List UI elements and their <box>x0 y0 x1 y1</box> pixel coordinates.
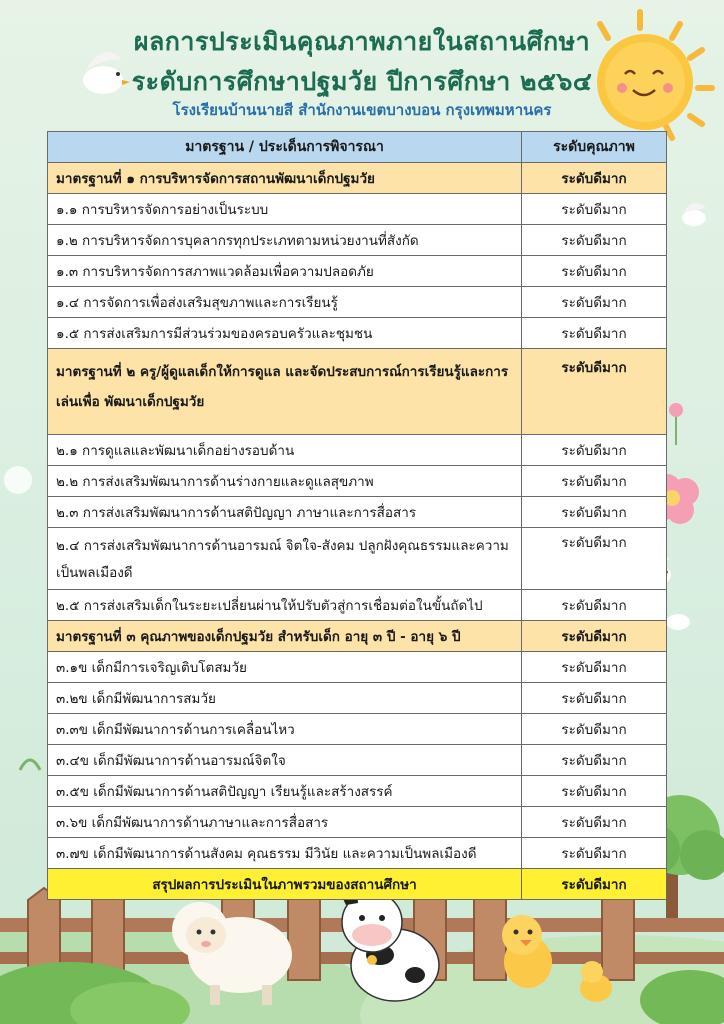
summary-level: ระดับดีมาก <box>522 869 667 900</box>
item-text: ๓.๒ข เด็กมีพัฒนาการสมวัย <box>48 683 522 714</box>
table-row <box>48 838 667 869</box>
standard-row <box>48 621 667 652</box>
quality-level: ระดับดีมาก <box>522 838 667 869</box>
quality-level: ระดับดีมาก <box>522 683 667 714</box>
item-text: ๒.๔ การส่งเสริมพัฒนาการด้านอารมณ์ จิตใจ-สังคม ปลูกฝังคุณธรรมและความเป็นพลเมืองดี <box>48 528 522 590</box>
item-text: ๓.๕ข เด็กมีพัฒนาการด้านสติปัญญา เรียนรู้และสร้างสรรค์ <box>48 776 522 807</box>
table-row <box>48 745 667 776</box>
assessment-table <box>47 131 666 900</box>
page-header <box>0 0 724 130</box>
table-row <box>48 683 667 714</box>
summary-text: สรุปผลการประเมินในภาพรวมของสถานศึกษา <box>48 869 522 900</box>
quality-level: ระดับดีมาก <box>522 225 667 256</box>
item-text: ๑.๓ การบริหารจัดการสภาพแวดล้อมเพื่อความปลอดภัย <box>48 256 522 287</box>
quality-level: ระดับดีมาก <box>522 590 667 621</box>
table-row <box>48 194 667 225</box>
quality-level: ระดับดีมาก <box>522 714 667 745</box>
summary-row <box>48 869 667 900</box>
standard-row <box>48 349 667 435</box>
table-row <box>48 497 667 528</box>
item-text: ๑.๑ การบริหารจัดการอย่างเป็นระบบ <box>48 194 522 225</box>
quality-level: ระดับดีมาก <box>522 194 667 225</box>
table-row <box>48 776 667 807</box>
table-row <box>48 652 667 683</box>
table-row <box>48 807 667 838</box>
table-row <box>48 590 667 621</box>
item-text: ๑.๔ การจัดการเพื่อส่งเสริมสุขภาพและการเรียนรู้ <box>48 287 522 318</box>
quality-level: ระดับดีมาก <box>522 466 667 497</box>
quality-level: ระดับดีมาก <box>522 807 667 838</box>
item-text: ๒.๓ การส่งเสริมพัฒนาการด้านสติปัญญา ภาษาและการสื่อสาร <box>48 497 522 528</box>
item-text: ๓.๖ข เด็กมีพัฒนาการด้านภาษาและการสื่อสาร <box>48 807 522 838</box>
table-row <box>48 318 667 349</box>
page-title: ผลการประเมินคุณภาพภายในสถานศึกษา <box>133 27 591 56</box>
column-header-standard: มาตรฐาน / ประเด็นการพิจารณา <box>48 132 522 163</box>
standard-text: มาตรฐานที่ ๒ ครู/ผู้ดูแลเด็กให้การดูแล และจัดประสบการณ์การเรียนรู้และการเล่นเพื่อ พัฒนาเด็กปฐมวัย <box>48 349 522 435</box>
page-subtitle: ระดับการศึกษาปฐมวัย ปีการศึกษา ๒๕๖๔ <box>131 67 593 96</box>
item-text: ๒.๑ การดูแลและพัฒนาเด็กอย่างรอบด้าน <box>48 435 522 466</box>
item-text: ๓.๗ข เด็กมีพัฒนาการด้านสังคม คุณธรรม มีวินัย และความเป็นพลเมืองดี <box>48 838 522 869</box>
standard-row <box>48 163 667 194</box>
quality-level: ระดับดีมาก <box>522 528 667 590</box>
school-name: โรงเรียนบ้านนายสี สำนักงานเขตบางบอน กรุงเทพมหานคร <box>172 101 552 119</box>
table-row <box>48 435 667 466</box>
quality-level: ระดับดีมาก <box>522 163 667 194</box>
bird-icon <box>666 614 690 630</box>
quality-level: ระดับดีมาก <box>522 256 667 287</box>
standard-text: มาตรฐานที่ ๑ การบริหารจัดการสถานพัฒนาเด็กปฐมวัย <box>48 163 522 194</box>
table-row <box>48 225 667 256</box>
item-text: ๓.๓ข เด็กมีพัฒนาการด้านการเคลื่อนไหว <box>48 714 522 745</box>
table-row <box>48 287 667 318</box>
quality-level: ระดับดีมาก <box>522 349 667 435</box>
quality-level: ระดับดีมาก <box>522 435 667 466</box>
quality-level: ระดับดีมาก <box>522 745 667 776</box>
table-row <box>48 714 667 745</box>
quality-level: ระดับดีมาก <box>522 497 667 528</box>
table-row <box>48 528 667 590</box>
quality-level: ระดับดีมาก <box>522 621 667 652</box>
item-text: ๑.๕ การส่งเสริมการมีส่วนร่วมของครอบครัวและชุมชน <box>48 318 522 349</box>
quality-level: ระดับดีมาก <box>522 652 667 683</box>
table-row <box>48 466 667 497</box>
standard-text: มาตรฐานที่ ๓ คุณภาพของเด็กปฐมวัย สำหรับเด็ก อายุ ๓ ปี - อายุ ๖ ปี <box>48 621 522 652</box>
bird-icon <box>682 203 706 226</box>
quality-level: ระดับดีมาก <box>522 318 667 349</box>
flower-icon <box>669 403 683 445</box>
quality-level: ระดับดีมาก <box>522 776 667 807</box>
column-header-level: ระดับคุณภาพ <box>522 132 667 163</box>
item-text: ๓.๑ข เด็กมีการเจริญเติบโตสมวัย <box>48 652 522 683</box>
table-header-row <box>48 132 667 163</box>
item-text: ๓.๔ข เด็กมีพัฒนาการด้านอารมณ์จิตใจ <box>48 745 522 776</box>
quality-level: ระดับดีมาก <box>522 287 667 318</box>
item-text: ๒.๕ การส่งเสริมเด็กในระยะเปลี่ยนผ่านให้ปรับตัวสู่การเชื่อมต่อในขั้นถัดไป <box>48 590 522 621</box>
item-text: ๒.๒ การส่งเสริมพัฒนาการด้านร่างกายและดูแลสุขภาพ <box>48 466 522 497</box>
item-text: ๑.๒ การบริหารจัดการบุคลากรทุกประเภทตามหน่วยงานที่สังกัด <box>48 225 522 256</box>
table-row <box>48 256 667 287</box>
